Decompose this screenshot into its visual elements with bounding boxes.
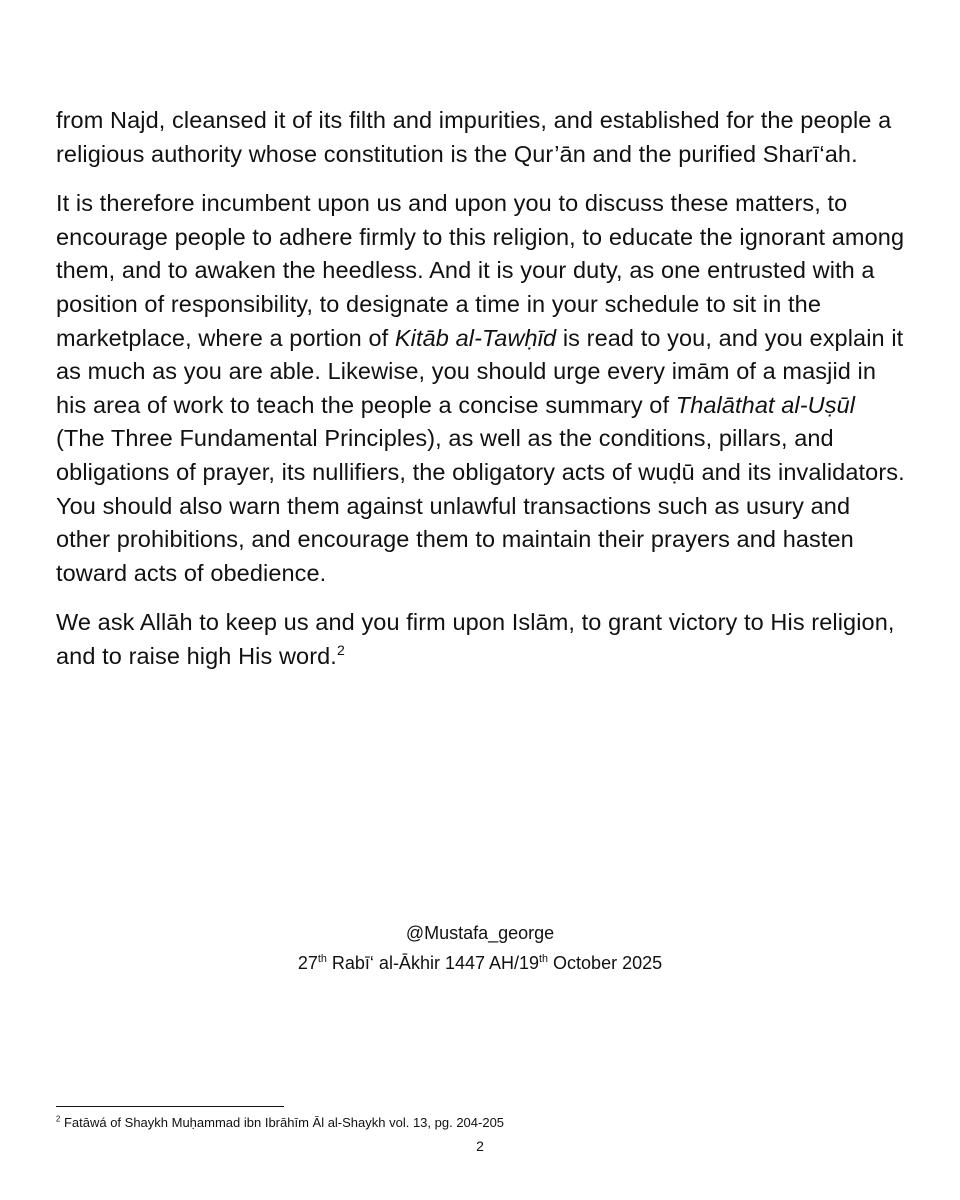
hijri-day: 27: [297, 953, 318, 973]
text-run: It is therefore incumbent upon us and upon you to discuss these matters, to encourage people to adhere firmly to this religion, to educate the ignorant among them, and to awaken the heedless. And it is your duty, as one entrusted with a position of responsibility, to designate a time in your schedule to sit in the marketplace, where a portion of: [56, 190, 905, 351]
footnote: [56, 1114, 906, 1132]
footnote-text: Fatāwá of Shaykh Muḥammad ibn Ibrāhīm Āl al-Shaykh vol. 13, pg. 204-205: [60, 1115, 505, 1130]
page-number: 2: [476, 1138, 484, 1154]
italic-title: Kitāb al-Tawḥīd: [394, 324, 557, 351]
text-run: (The Three Fundamental Principles), as well as the conditions, pillars, and obligations of prayer, its nullifiers, the obligatory acts of wuḍū and its invalidators. You should also warn them against unlawful transactions such as usury and other prohibitions, and encourage them to maintain their prayers and hasten toward acts of obedience.: [56, 425, 905, 586]
gregorian-day-suffix: th: [539, 953, 549, 965]
text-run: from Najd, cleansed it of its filth and impurities, and established for the people a religious authority whose constitution is the Qur’ān and the purified Sharī‘ah.: [56, 107, 892, 167]
hijri-date-rest: Rabī‘ al-Ākhir 1447 AH/19: [326, 953, 540, 973]
hijri-day-suffix: th: [317, 953, 327, 965]
signature-block: [0, 918, 960, 978]
gregorian-date-rest: October 2025: [548, 953, 663, 973]
author-handle: @Mustafa_george: [405, 923, 555, 943]
body-paragraph: [56, 606, 906, 673]
body-paragraph: [56, 187, 906, 590]
italic-title: Thalāthat al-Uṣūl: [675, 391, 856, 418]
text-run: We ask Allāh to keep us and you firm upon Islām, to grant victory to His religion, and to raise high His word.: [56, 609, 895, 669]
text-run: is read to you, and you explain it as much as you are able. Likewise, you should urge every imām of a masjid in his area of work to teach the people a concise summary of: [56, 324, 904, 418]
footnote-separator: [56, 1106, 284, 1107]
body-text: [56, 104, 906, 690]
footnote-reference: 2: [336, 642, 345, 659]
body-paragraph: [56, 104, 906, 171]
signature-date: [0, 948, 960, 978]
footnote-marker: 2: [56, 1114, 61, 1124]
